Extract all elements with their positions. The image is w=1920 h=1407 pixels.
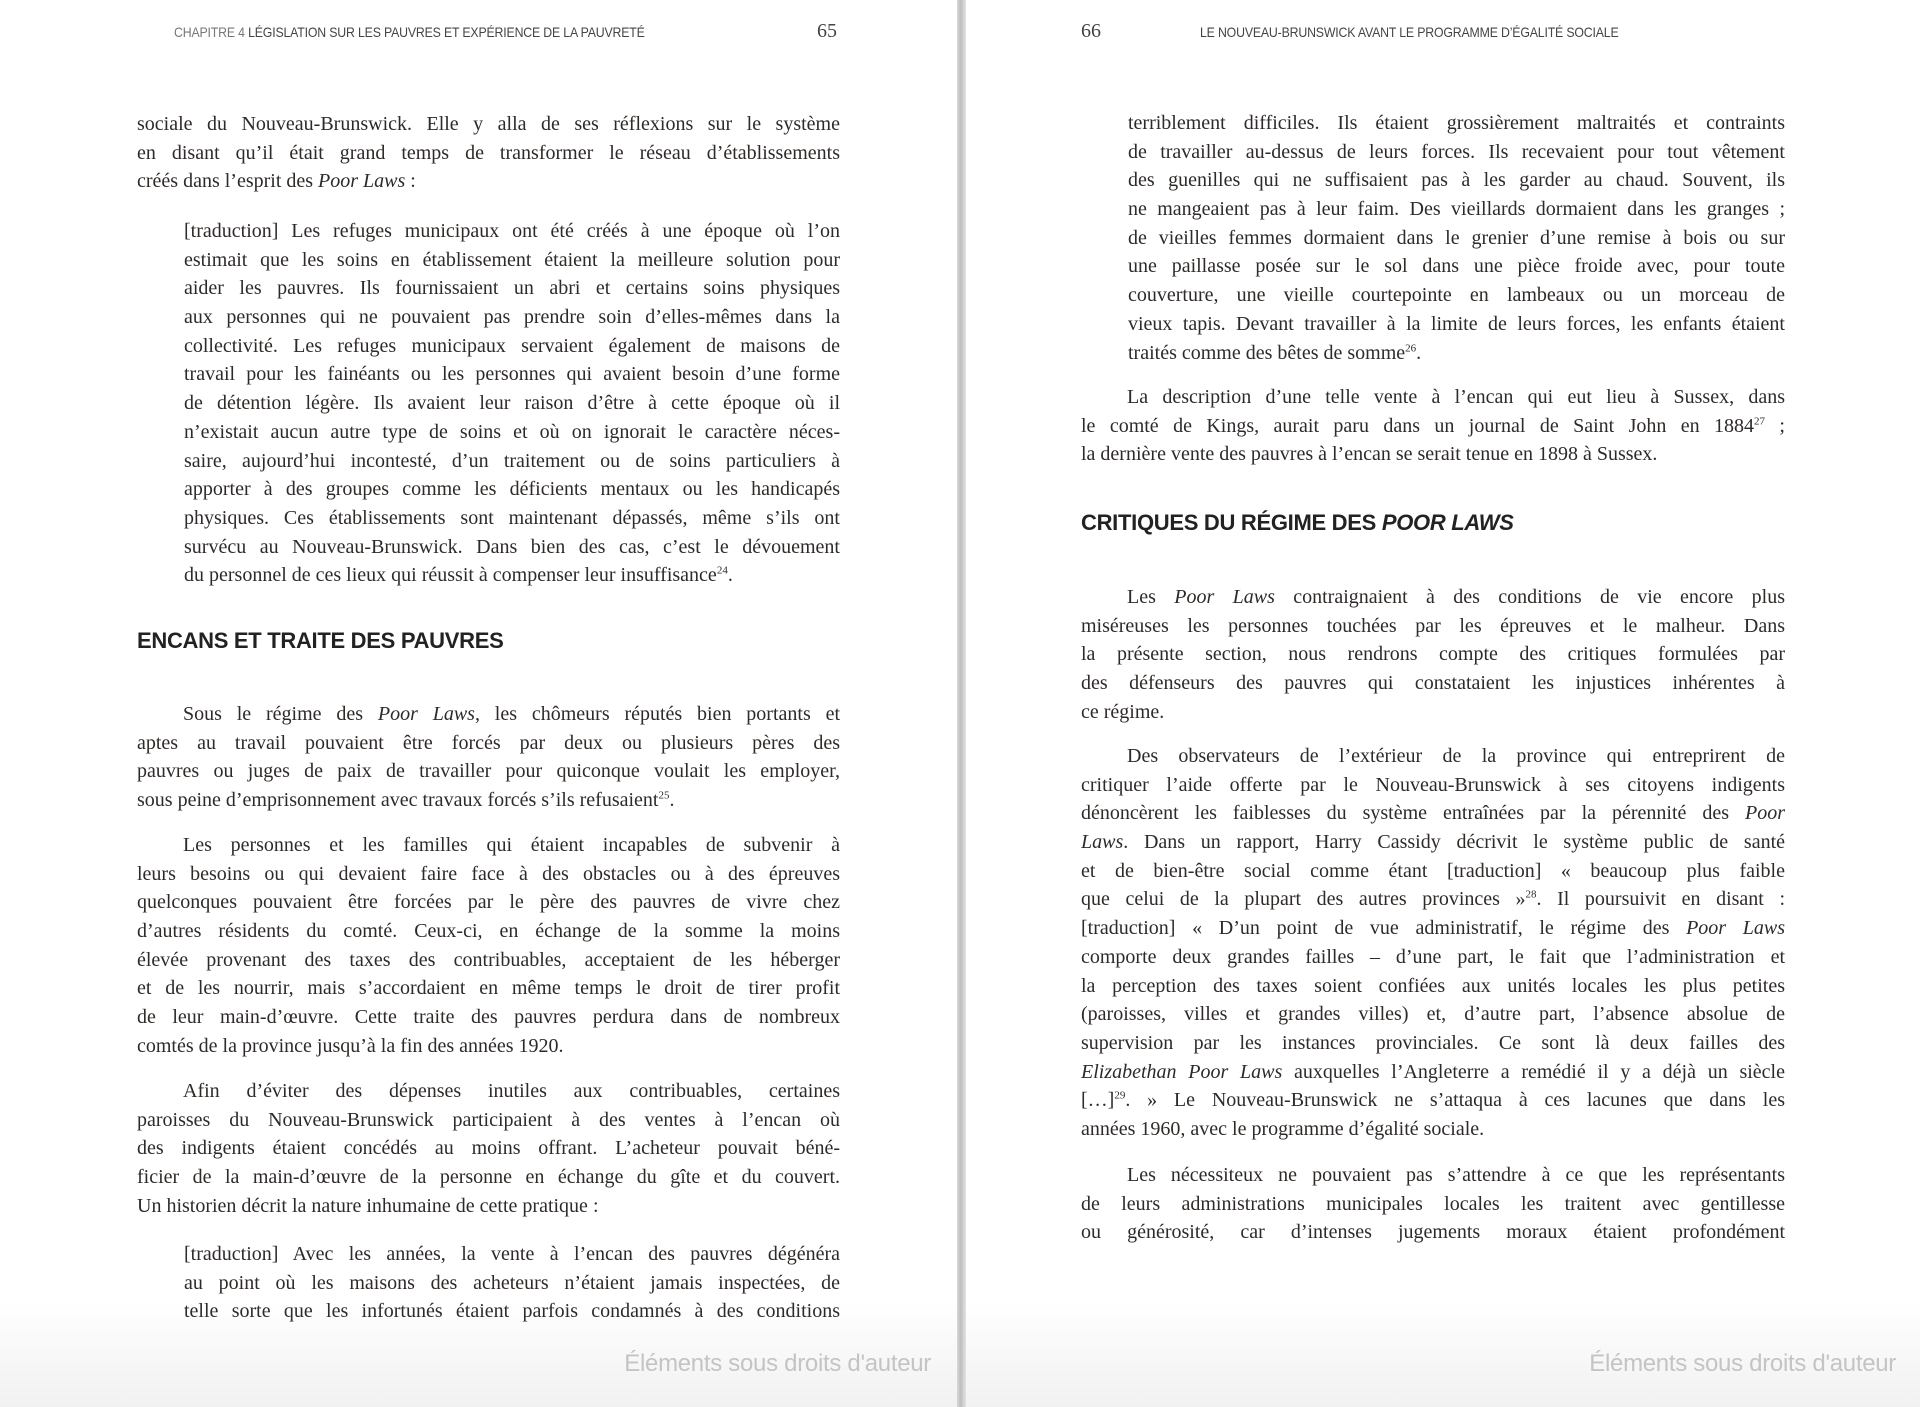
copyright-watermark: Éléments sous droits d'auteur bbox=[1589, 1350, 1896, 1377]
text-line: Les Poor Laws contraignaient à des conditions de vie encore plus bbox=[1127, 586, 1785, 608]
text-line: ce régime. bbox=[1081, 700, 1165, 723]
copyright-watermark: Éléments sous droits d'auteur bbox=[624, 1350, 931, 1377]
text-line: aptes au travail pouvaient être forcés par deux ou plusieurs pères des bbox=[137, 731, 840, 754]
text-line: Des observateurs de l’extérieur de la province qui entreprirent de bbox=[1127, 745, 1785, 767]
text-line: survécu au Nouveau-Brunswick. Dans bien des cas, c’est le dévouement bbox=[184, 535, 840, 558]
italic-term: Poor Laws bbox=[318, 170, 406, 193]
paragraph bbox=[1081, 1161, 1785, 1247]
heading-text: CRITIQUES DU RÉGIME DES POOR LAWS bbox=[1081, 510, 1514, 535]
section-heading bbox=[137, 628, 840, 654]
paragraph bbox=[1081, 583, 1785, 726]
text-line: Les nécessiteux ne pouvaient pas s’attendre à ce que les représentants bbox=[1127, 1164, 1785, 1186]
text-line: Laws. Dans un rapport, Harry Cassidy décrivit le système public de santé bbox=[1081, 831, 1785, 854]
text-line: aux personnes qui ne pouvaient pas prendre soin d’elles-mêmes dans la bbox=[184, 306, 840, 329]
text-line: collectivité. Les refuges municipaux servaient également de maisons de bbox=[184, 334, 840, 357]
book-gutter bbox=[957, 0, 966, 1407]
text-line: apporter à des groupes comme les déficients mentaux ou les handicapés bbox=[184, 478, 840, 501]
text-line: ficier de la main-d’œuvre de la personne en échange du gîte et du couvert. bbox=[137, 1166, 840, 1189]
text-line: n’existait aucun autre type de soins et où on ignorait le caractère néces- bbox=[184, 420, 840, 443]
page-number: 66 bbox=[1081, 20, 1101, 42]
paragraph bbox=[1081, 383, 1785, 469]
text-line: estimait que les soins en établissement étaient la meilleure solution pour bbox=[184, 248, 840, 271]
footnote-ref[interactable]: 24 bbox=[716, 564, 728, 577]
footnote-ref[interactable]: 25 bbox=[658, 789, 670, 802]
text-line: traités comme des bêtes de somme$^{26}$. bbox=[1128, 341, 1422, 364]
italic-term: Laws bbox=[1081, 831, 1124, 854]
page-number: 65 bbox=[817, 20, 837, 42]
text-line: de vieilles femmes dormaient dans le grenier d’une remise à bois ou sur bbox=[1128, 226, 1785, 249]
header-title: LÉGISLATION SUR LES PAUVRES ET EXPÉRIENCE DE LA PAUVRETÉ bbox=[248, 24, 645, 40]
footnote-ref[interactable]: 29 bbox=[1114, 1089, 1126, 1102]
text-line: saire, aujourd’hui incontesté, d’un traitement ou de soins particuliers à bbox=[184, 449, 840, 472]
text-line: et de les nourrir, mais s’accordaient en même temps le droit de tirer profit bbox=[137, 977, 840, 1000]
text-line: la présente section, nous rendrons compte des critiques formulées par bbox=[1081, 643, 1785, 666]
block-quote bbox=[184, 217, 840, 590]
text-line: Elizabethan Poor Laws auxquelles l’Angleterre a remédié il y a déjà un siècle bbox=[1081, 1060, 1785, 1083]
text-line: créés dans l’esprit des Poor Laws : bbox=[137, 170, 416, 193]
right-page bbox=[966, 0, 1920, 1407]
header-chapter: CHAPITRE 4 bbox=[174, 24, 245, 40]
text-line: de travailler au-dessus de leurs forces. Ils recevaient pour tout vêtement bbox=[1128, 140, 1785, 163]
text-line: supervision par les instances provinciales. Ce sont là deux failles des bbox=[1081, 1031, 1785, 1054]
italic-term: Poor Laws bbox=[1174, 586, 1275, 608]
text-line: ne mangeaient pas à leur faim. Des vieillards dormaient dans les granges ; bbox=[1128, 198, 1785, 221]
text-line: Afin d’éviter des dépenses inutiles aux contribuables, certaines bbox=[183, 1080, 840, 1102]
text-line: Sous le régime des Poor Laws, les chômeurs réputés bien portants et bbox=[183, 703, 840, 725]
paragraph bbox=[137, 1077, 840, 1220]
text-line: d’autres résidents du comté. Ceux-ci, en échange de la somme la moins bbox=[137, 920, 840, 943]
left-page bbox=[0, 0, 957, 1407]
running-header: LE NOUVEAU-BRUNSWICK AVANT LE PROGRAMME D’ÉGALITÉ SOCIALE bbox=[1200, 24, 1619, 40]
footnote-ref[interactable]: 26 bbox=[1405, 341, 1417, 354]
text-line: vieux tapis. Devant travailler à la limite de leurs forces, les enfants étaient bbox=[1128, 312, 1785, 335]
footnote-ref[interactable]: 28 bbox=[1525, 888, 1537, 901]
text-line: et de bien-être social comme étant [traduction] « beaucoup plus faible bbox=[1081, 859, 1785, 882]
heading-text: ENCANS ET TRAITE DES PAUVRES bbox=[137, 628, 504, 653]
text-line: comtés de la province jusqu’à la fin des années 1920. bbox=[137, 1034, 564, 1057]
block-quote bbox=[1128, 109, 1785, 367]
paragraph bbox=[137, 700, 840, 815]
text-line: le comté de Kings, aurait paru dans un journal de Saint John en 1884$^{27}$ ; bbox=[1081, 414, 1785, 437]
text-line: physiques. Ces établissements sont maintenant dépassés, même s’ils ont bbox=[184, 506, 840, 529]
text-line: La description d’une telle vente à l’encan qui eut lieu à Sussex, dans bbox=[1127, 386, 1785, 408]
text-line: élevée provenant des taxes des contribuables, acceptaient de les héberger bbox=[137, 948, 840, 971]
italic-term: Poor bbox=[1745, 802, 1785, 825]
text-line: terriblement difficiles. Ils étaient grossièrement maltraités et contraints bbox=[1128, 112, 1785, 134]
text-line: [traduction] Avec les années, la vente à l’encan des pauvres dégénéra bbox=[184, 1243, 840, 1265]
text-line: au point où les maisons des acheteurs n’étaient jamais inspectées, de bbox=[184, 1271, 840, 1294]
text-line: aider les pauvres. Ils fournissaient un abri et certains soins physiques bbox=[184, 277, 840, 300]
text-line: des guenilles qui ne suffisaient pas à les garder au chaud. Souvent, ils bbox=[1128, 169, 1785, 192]
paragraph bbox=[137, 110, 840, 196]
text-line: dénoncèrent les faiblesses du système entraînées par la pérennité des Poor bbox=[1081, 802, 1785, 825]
text-line: telle sorte que les infortunés étaient parfois condamnés à des conditions bbox=[184, 1300, 840, 1323]
text-line: années 1960, avec le programme d’égalité sociale. bbox=[1081, 1117, 1485, 1140]
text-line: Un historien décrit la nature inhumaine de cette pratique : bbox=[137, 1194, 599, 1217]
italic-term: Poor Laws bbox=[377, 703, 475, 725]
text-line: des indigents étaient concédés au moins offrant. L’acheteur pouvait béné- bbox=[137, 1137, 840, 1160]
footnote-ref[interactable]: 27 bbox=[1754, 415, 1766, 428]
block-quote bbox=[184, 1240, 840, 1326]
text-line: la perception des taxes soient confiées aux unités locales les plus petites bbox=[1081, 974, 1785, 997]
text-line: en disant qu’il était grand temps de transformer le réseau d’établissements bbox=[137, 141, 840, 164]
text-line: comporte deux grandes failles – d’une part, le fait que l’administration et bbox=[1081, 945, 1785, 968]
text-line: de détention légère. Ils avaient leur raison d’être à cette époque où il bbox=[184, 392, 840, 415]
text-line: la dernière vente des pauvres à l’encan se serait tenue en 1898 à Sussex. bbox=[1081, 443, 1658, 466]
italic-term: Poor Laws bbox=[1686, 917, 1785, 940]
italic-term: POOR LAWS bbox=[1381, 510, 1514, 535]
text-line: de leur main-d’œuvre. Cette traite des pauvres perdura dans de nombreux bbox=[137, 1006, 840, 1029]
text-line: […]$^{29}$. » Le Nouveau-Brunswick ne s’attaqua à ces lacunes que dans les bbox=[1081, 1089, 1785, 1112]
paragraph bbox=[1081, 742, 1785, 1144]
running-header bbox=[174, 24, 645, 40]
text-line: leurs besoins ou qui devaient faire face à des obstacles ou à des épreuves bbox=[137, 862, 840, 885]
text-line: ou générosité, car d’intenses jugements moraux étaient profondément bbox=[1081, 1221, 1785, 1244]
italic-term: Elizabethan Poor Laws bbox=[1081, 1060, 1283, 1083]
text-line: sociale du Nouveau-Brunswick. Elle y alla de ses réflexions sur le système bbox=[137, 113, 840, 135]
text-line: couverture, une vieille courtepointe en lambeaux ou un morceau de bbox=[1128, 284, 1785, 307]
paragraph bbox=[137, 831, 840, 1061]
text-line: quelconques pouvaient être forcées par le père des pauvres de vivre chez bbox=[137, 891, 840, 914]
text-line: des défenseurs des pauvres qui constataient les injustices inhérentes à bbox=[1081, 672, 1785, 695]
text-line: paroisses du Nouveau-Brunswick participaient à des ventes à l’encan où bbox=[137, 1108, 840, 1131]
text-line: que celui de la plupart des autres provinces »$^{28}$. Il poursuivit en disant : bbox=[1081, 888, 1785, 911]
section-heading bbox=[1081, 510, 1785, 536]
text-line: critiquer l’aide offerte par le Nouveau-Brunswick à ses citoyens indigents bbox=[1081, 773, 1785, 796]
text-line: travail pour les fainéants ou les personnes qui avaient besoin d’une forme bbox=[184, 363, 840, 386]
text-line: miséreuses les personnes touchées par les épreuves et le malheur. Dans bbox=[1081, 614, 1785, 637]
text-line: sous peine d’emprisonnement avec travaux forcés s’ils refusaient$^{25}$. bbox=[137, 789, 675, 812]
text-line: Les personnes et les familles qui étaient incapables de subvenir à bbox=[183, 834, 840, 856]
text-line: (paroisses, villes et grandes villes) et, d’autre part, l’absence absolue de bbox=[1081, 1003, 1785, 1026]
text-line: pauvres ou juges de paix de travailler pour quiconque voulait les employer, bbox=[137, 760, 840, 783]
text-line: [traduction] Les refuges municipaux ont été créés à une époque où l’on bbox=[184, 220, 840, 242]
text-line: [traduction] « D’un point de vue administratif, le régime des Poor Laws bbox=[1081, 917, 1785, 940]
text-line: du personnel de ces lieux qui réussit à compenser leur insuffisance$^{24}$. bbox=[184, 564, 733, 587]
text-line: une paillasse posée sur le sol dans une pièce froide avec, pour toute bbox=[1128, 255, 1785, 278]
text-line: de leurs administrations municipales locales les traitent avec gentillesse bbox=[1081, 1192, 1785, 1215]
